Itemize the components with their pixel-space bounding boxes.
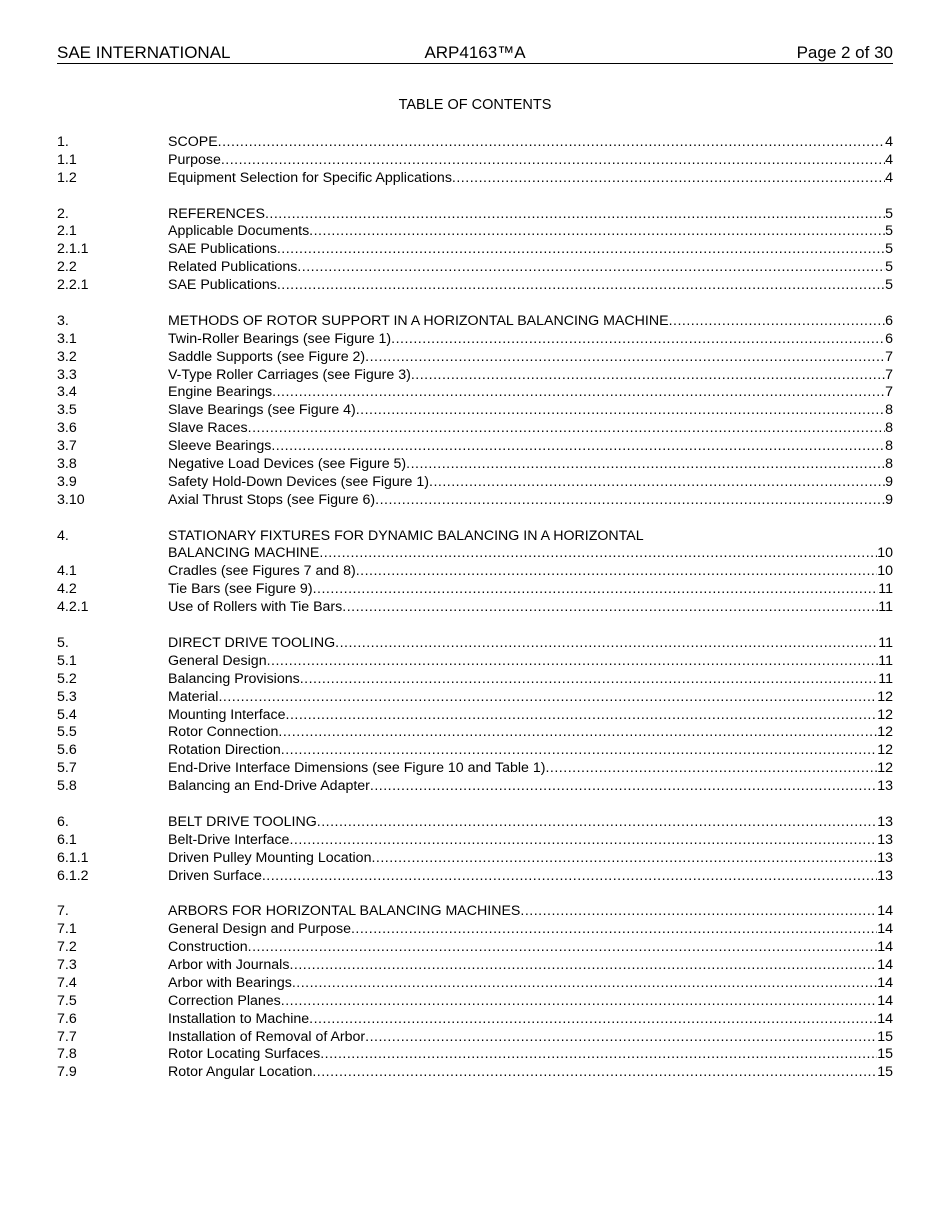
toc-entry-title: Equipment Selection for Specific Applications bbox=[168, 169, 452, 186]
toc-entry-page: 4 bbox=[885, 134, 893, 150]
toc-entry[interactable] bbox=[57, 957, 893, 975]
toc-entry-title: General Design bbox=[168, 652, 267, 669]
toc-entry-number: 5.6 bbox=[57, 742, 77, 759]
toc-dot-leader bbox=[371, 850, 877, 868]
toc-entry[interactable] bbox=[57, 259, 893, 277]
toc-entry-number: 3.7 bbox=[57, 438, 77, 455]
toc-entry[interactable] bbox=[57, 1011, 893, 1029]
toc-entry-number: 7.7 bbox=[57, 1028, 77, 1045]
toc-entry-number: 5.7 bbox=[57, 760, 77, 777]
page-header bbox=[57, 43, 893, 64]
toc-entry[interactable] bbox=[57, 277, 893, 295]
toc-entry-number: 2.1.1 bbox=[57, 241, 89, 258]
toc-dot-leader bbox=[297, 259, 885, 277]
toc-dot-leader bbox=[669, 313, 886, 331]
toc-entry-title: Use of Rollers with Tie Bars bbox=[168, 599, 343, 616]
toc-entry-title: Cradles (see Figures 7 and 8) bbox=[168, 563, 356, 580]
toc-entry-title: SCOPE bbox=[168, 134, 218, 150]
toc-entry[interactable] bbox=[57, 707, 893, 725]
toc-entry-title: SAE Publications bbox=[168, 241, 277, 258]
toc-dot-leader bbox=[218, 134, 885, 152]
toc-entry-title: Material bbox=[168, 688, 219, 705]
toc-entry-page: 5 bbox=[885, 223, 893, 240]
toc-entry[interactable] bbox=[57, 939, 893, 957]
toc-entry[interactable] bbox=[57, 635, 893, 653]
toc-entry-title: V-Type Roller Carriages (see Figure 3) bbox=[168, 366, 411, 383]
toc-entry-title: Driven Pulley Mounting Location bbox=[168, 849, 372, 866]
toc-entry[interactable] bbox=[57, 1064, 893, 1082]
toc-entry-number: 4.2.1 bbox=[57, 599, 89, 616]
toc-entry-page: 10 bbox=[877, 563, 893, 580]
toc-entry[interactable] bbox=[57, 671, 893, 689]
toc-entry-number: 1. bbox=[57, 134, 69, 150]
toc-entry-title: Related Publications bbox=[168, 259, 298, 276]
toc-entry[interactable] bbox=[57, 742, 893, 760]
toc-entry[interactable] bbox=[57, 850, 893, 868]
toc-entry-number: 3.8 bbox=[57, 456, 77, 473]
toc-entry-page: 14 bbox=[877, 903, 893, 920]
toc-heading: TABLE OF CONTENTS bbox=[398, 97, 552, 113]
toc-entry-title: Rotor Angular Location bbox=[168, 1064, 313, 1081]
toc-entry[interactable] bbox=[57, 170, 893, 188]
toc-dot-leader bbox=[342, 599, 878, 617]
toc-dot-leader bbox=[313, 581, 879, 599]
toc-entry-title: REFERENCES bbox=[168, 205, 265, 222]
toc-entry-page: 7 bbox=[885, 384, 893, 401]
toc-dot-leader bbox=[277, 277, 885, 295]
toc-entry-number: 2. bbox=[57, 205, 69, 222]
toc-entry-title: METHODS OF ROTOR SUPPORT IN A HORIZONTAL BALANCING MACHINE bbox=[168, 312, 669, 329]
toc-dot-leader bbox=[370, 778, 877, 796]
toc-dot-leader bbox=[265, 206, 885, 224]
toc-entry-page: 11 bbox=[878, 670, 893, 687]
toc-entry-page: 15 bbox=[877, 1028, 893, 1045]
toc-entry-page: 9 bbox=[885, 473, 893, 490]
toc-entry[interactable] bbox=[57, 653, 893, 671]
toc-entry-number: 6.1.2 bbox=[57, 867, 89, 884]
toc-dot-leader bbox=[221, 152, 885, 170]
toc-entry-number: 7. bbox=[57, 903, 69, 920]
toc-dot-leader bbox=[391, 331, 885, 349]
toc-entry-page: 6 bbox=[885, 330, 893, 347]
toc-entry-number: 1.1 bbox=[57, 151, 77, 168]
toc-entry[interactable] bbox=[57, 921, 893, 939]
toc-entry[interactable] bbox=[57, 760, 893, 778]
toc-entry[interactable] bbox=[57, 814, 893, 832]
toc-entry-number: 3.10 bbox=[57, 491, 85, 508]
toc-dot-leader bbox=[286, 707, 878, 725]
toc-entry[interactable] bbox=[57, 349, 893, 367]
toc-entry-number: 5.2 bbox=[57, 670, 77, 687]
toc-entry-page: 7 bbox=[885, 348, 893, 365]
toc-dot-leader bbox=[267, 653, 879, 671]
toc-entry-number: 3.5 bbox=[57, 402, 77, 419]
toc-entry-title: Mounting Interface bbox=[168, 706, 286, 723]
toc-entry-page: 14 bbox=[877, 1010, 893, 1027]
toc-entry-number: 7.4 bbox=[57, 974, 77, 991]
toc-dot-leader bbox=[309, 223, 885, 241]
toc-entry[interactable] bbox=[57, 903, 893, 921]
toc-entry-number: 7.9 bbox=[57, 1064, 77, 1081]
toc-dot-leader bbox=[281, 742, 877, 760]
toc-entry-page: 8 bbox=[885, 456, 893, 473]
toc-entry[interactable] bbox=[57, 134, 893, 152]
toc-entry-number: 2.2.1 bbox=[57, 277, 89, 294]
toc-entry-number: 4. bbox=[57, 527, 69, 544]
toc-dot-leader bbox=[289, 832, 877, 850]
toc-entry-page: 8 bbox=[885, 420, 893, 437]
toc-dot-leader bbox=[289, 957, 877, 975]
toc-entry[interactable] bbox=[57, 331, 893, 349]
toc-entry-page: 13 bbox=[877, 849, 893, 866]
toc-entry[interactable] bbox=[57, 778, 893, 796]
toc-entry-title: Driven Surface bbox=[168, 867, 262, 884]
toc-entry-title: Safety Hold-Down Devices (see Figure 1) bbox=[168, 473, 429, 490]
toc-entry-number: 3.4 bbox=[57, 384, 77, 401]
toc-dot-leader bbox=[365, 1029, 877, 1047]
toc-dot-leader bbox=[271, 438, 885, 456]
toc-entry[interactable] bbox=[57, 223, 893, 241]
toc-entry-number: 2.1 bbox=[57, 223, 77, 240]
toc-dot-leader bbox=[262, 868, 877, 886]
toc-entry-title: Arbor with Bearings bbox=[168, 974, 292, 991]
toc-entry-page: 8 bbox=[885, 438, 893, 455]
toc-dot-leader bbox=[356, 402, 885, 420]
toc-entry-number: 7.1 bbox=[57, 921, 77, 938]
toc-entry-page: 10 bbox=[877, 545, 893, 562]
toc-entry[interactable] bbox=[57, 438, 893, 456]
toc-entry-title: Balancing an End-Drive Adapter bbox=[168, 778, 370, 795]
toc-entry-page: 11 bbox=[878, 599, 893, 616]
toc-entry-title: General Design and Purpose bbox=[168, 921, 351, 938]
toc-dot-leader bbox=[278, 724, 877, 742]
toc-entry-page: 12 bbox=[877, 688, 893, 705]
toc-entry[interactable] bbox=[57, 456, 893, 474]
header-page-number: Page 2 of 30 bbox=[796, 43, 893, 62]
toc-entry-page: 5 bbox=[885, 259, 893, 276]
toc-entry-page: 14 bbox=[877, 992, 893, 1009]
toc-entry-page: 8 bbox=[885, 402, 893, 419]
toc-entry-page: 15 bbox=[877, 1046, 893, 1063]
toc-entry[interactable] bbox=[57, 689, 893, 707]
toc-entry-title: Rotor Connection bbox=[168, 724, 279, 741]
toc-entry-page: 14 bbox=[877, 974, 893, 991]
toc-entry-title: Installation to Machine bbox=[168, 1010, 310, 1027]
toc-dot-leader bbox=[248, 420, 885, 438]
toc-entry-number: 7.8 bbox=[57, 1046, 77, 1063]
toc-entry-number: 3.6 bbox=[57, 420, 77, 437]
toc-entry-page: 5 bbox=[885, 241, 893, 258]
toc-dot-leader bbox=[309, 1011, 877, 1029]
toc-entry-page: 9 bbox=[885, 491, 893, 508]
toc-dot-leader bbox=[317, 814, 877, 832]
toc-entry[interactable] bbox=[57, 868, 893, 886]
toc-dot-leader bbox=[429, 474, 885, 492]
toc-entry-number: 3. bbox=[57, 312, 69, 329]
toc-entry-number: 6.1 bbox=[57, 831, 77, 848]
toc-entry-page: 5 bbox=[885, 205, 893, 222]
toc-entry[interactable] bbox=[57, 152, 893, 170]
toc-entry-page: 14 bbox=[877, 939, 893, 956]
toc-entry-page: 13 bbox=[877, 778, 893, 795]
toc-entry-title: Correction Planes bbox=[168, 992, 281, 1009]
toc-entry[interactable] bbox=[57, 206, 893, 224]
toc-entry-number: 1.2 bbox=[57, 169, 77, 186]
toc-entry-number: 5.3 bbox=[57, 688, 77, 705]
toc-entry-title: Engine Bearings bbox=[168, 384, 273, 401]
toc-entry-page: 13 bbox=[877, 867, 893, 884]
toc-entry-page: 11 bbox=[878, 652, 893, 669]
toc-entry[interactable] bbox=[57, 563, 893, 581]
toc-entry-title: ARBORS FOR HORIZONTAL BALANCING MACHINES bbox=[168, 903, 521, 920]
toc-entry-number: 4.2 bbox=[57, 581, 77, 598]
toc-entry-title: Rotor Locating Surfaces bbox=[168, 1046, 321, 1063]
toc-dot-leader bbox=[335, 635, 878, 653]
toc-entry[interactable] bbox=[57, 1029, 893, 1047]
toc-dot-leader bbox=[277, 241, 885, 259]
toc-entry-title: Tie Bars (see Figure 9) bbox=[168, 581, 313, 598]
toc-entry-number: 5.8 bbox=[57, 778, 77, 795]
toc-entry-number: 3.3 bbox=[57, 366, 77, 383]
toc-entry[interactable] bbox=[57, 545, 893, 563]
toc-entry-page: 12 bbox=[877, 706, 893, 723]
toc-dot-leader bbox=[320, 1046, 877, 1064]
toc-dot-leader bbox=[351, 921, 877, 939]
toc-dot-leader bbox=[300, 671, 879, 689]
toc-dot-leader bbox=[365, 349, 885, 367]
toc-dot-leader bbox=[292, 975, 877, 993]
toc-entry-number: 5.5 bbox=[57, 724, 77, 741]
toc-entry-page: 11 bbox=[878, 581, 893, 598]
toc-entry-title: Applicable Documents bbox=[168, 223, 310, 240]
toc-dot-leader bbox=[312, 1064, 877, 1082]
toc-entry-title: Purpose bbox=[168, 151, 221, 168]
toc-entry-title: BELT DRIVE TOOLING bbox=[168, 813, 317, 830]
toc-entry-title: Balancing Provisions bbox=[168, 670, 300, 687]
toc-entry[interactable] bbox=[57, 241, 893, 259]
toc-entry-number: 7.6 bbox=[57, 1010, 77, 1027]
toc-entry-page: 14 bbox=[877, 921, 893, 938]
toc-entry-page: 7 bbox=[885, 366, 893, 383]
toc-entry-number: 3.2 bbox=[57, 348, 77, 365]
toc-dot-leader bbox=[272, 384, 885, 402]
toc-entry[interactable] bbox=[57, 724, 893, 742]
table-of-contents bbox=[57, 134, 893, 1082]
toc-entry-page: 12 bbox=[877, 760, 893, 777]
toc-entry[interactable] bbox=[57, 993, 893, 1011]
toc-entry-number: 7.3 bbox=[57, 956, 77, 973]
toc-entry-number: 7.5 bbox=[57, 992, 77, 1009]
toc-entry-page: 13 bbox=[877, 831, 893, 848]
toc-entry-number: 4.1 bbox=[57, 563, 77, 580]
toc-entry-page: 13 bbox=[877, 813, 893, 830]
toc-entry-number: 6.1.1 bbox=[57, 849, 89, 866]
toc-entry[interactable] bbox=[57, 1046, 893, 1064]
toc-entry-number: 7.2 bbox=[57, 939, 77, 956]
toc-entry-title: Sleeve Bearings bbox=[168, 438, 272, 455]
toc-entry-title: End-Drive Interface Dimensions (see Figure 10 and Table 1) bbox=[168, 760, 546, 777]
toc-entry[interactable] bbox=[57, 581, 893, 599]
toc-entry-title: Rotation Direction bbox=[168, 742, 281, 759]
toc-entry[interactable] bbox=[57, 528, 893, 546]
toc-dot-leader bbox=[406, 456, 885, 474]
toc-entry-title: Construction bbox=[168, 939, 248, 956]
toc-entry[interactable] bbox=[57, 402, 893, 420]
toc-entry[interactable] bbox=[57, 474, 893, 492]
toc-entry-title: Slave Bearings (see Figure 4) bbox=[168, 402, 356, 419]
toc-dot-leader bbox=[248, 939, 878, 957]
header-organization: SAE INTERNATIONAL bbox=[57, 43, 231, 62]
toc-entry[interactable] bbox=[57, 384, 893, 402]
toc-entry-title: Twin-Roller Bearings (see Figure 1) bbox=[168, 330, 392, 347]
toc-dot-leader bbox=[545, 760, 877, 778]
toc-entry-title: Saddle Supports (see Figure 2) bbox=[168, 348, 366, 365]
toc-entry-title: STATIONARY FIXTURES FOR DYNAMIC BALANCING IN A HORIZONTAL bbox=[168, 527, 644, 544]
toc-entry[interactable] bbox=[57, 492, 893, 510]
toc-dot-leader bbox=[356, 563, 878, 581]
toc-entry-number: 3.9 bbox=[57, 473, 77, 490]
toc-entry-page: 12 bbox=[877, 724, 893, 741]
toc-entry[interactable] bbox=[57, 367, 893, 385]
toc-entry-title: Negative Load Devices (see Figure 5) bbox=[168, 456, 407, 473]
toc-dot-leader bbox=[281, 993, 877, 1011]
toc-entry-title: Belt-Drive Interface bbox=[168, 831, 290, 848]
toc-entry-page: 14 bbox=[877, 956, 893, 973]
toc-dot-leader bbox=[218, 689, 877, 707]
toc-entry-page: 12 bbox=[877, 742, 893, 759]
toc-entry-number: 5.4 bbox=[57, 706, 77, 723]
toc-entry-number: 2.2 bbox=[57, 259, 77, 276]
toc-entry-page: 4 bbox=[885, 169, 893, 186]
toc-entry-page: 11 bbox=[878, 634, 893, 651]
toc-entry-title: DIRECT DRIVE TOOLING bbox=[168, 634, 336, 651]
toc-entry-page: 5 bbox=[885, 277, 893, 294]
toc-entry-title: Installation of Removal of Arbor bbox=[168, 1028, 366, 1045]
toc-entry-title: Slave Races bbox=[168, 420, 248, 437]
toc-entry-number: 5. bbox=[57, 634, 69, 651]
toc-entry-title: SAE Publications bbox=[168, 277, 277, 294]
toc-dot-leader bbox=[375, 492, 885, 510]
toc-entry-page: 4 bbox=[885, 151, 893, 168]
toc-entry-number: 3.1 bbox=[57, 330, 77, 347]
toc-entry-title: Arbor with Journals bbox=[168, 956, 290, 973]
toc-entry[interactable] bbox=[57, 832, 893, 850]
toc-dot-leader bbox=[452, 170, 885, 188]
toc-entry-title: Axial Thrust Stops (see Figure 6) bbox=[168, 491, 376, 508]
toc-entry-number bbox=[57, 545, 168, 563]
toc-dot-leader bbox=[411, 367, 885, 385]
toc-entry-title: BALANCING MACHINE bbox=[168, 545, 320, 562]
toc-entry[interactable] bbox=[57, 313, 893, 331]
toc-dot-leader bbox=[319, 545, 877, 563]
toc-entry[interactable] bbox=[57, 599, 893, 617]
toc-entry-page: 15 bbox=[877, 1064, 893, 1081]
toc-entry-number: 6. bbox=[57, 813, 69, 830]
toc-entry[interactable] bbox=[57, 420, 893, 438]
header-document-id: ARP4163™A bbox=[424, 43, 526, 62]
toc-dot-leader bbox=[520, 903, 877, 921]
toc-entry-number: 5.1 bbox=[57, 652, 77, 669]
toc-entry[interactable] bbox=[57, 975, 893, 993]
toc-entry-page: 6 bbox=[885, 312, 893, 329]
